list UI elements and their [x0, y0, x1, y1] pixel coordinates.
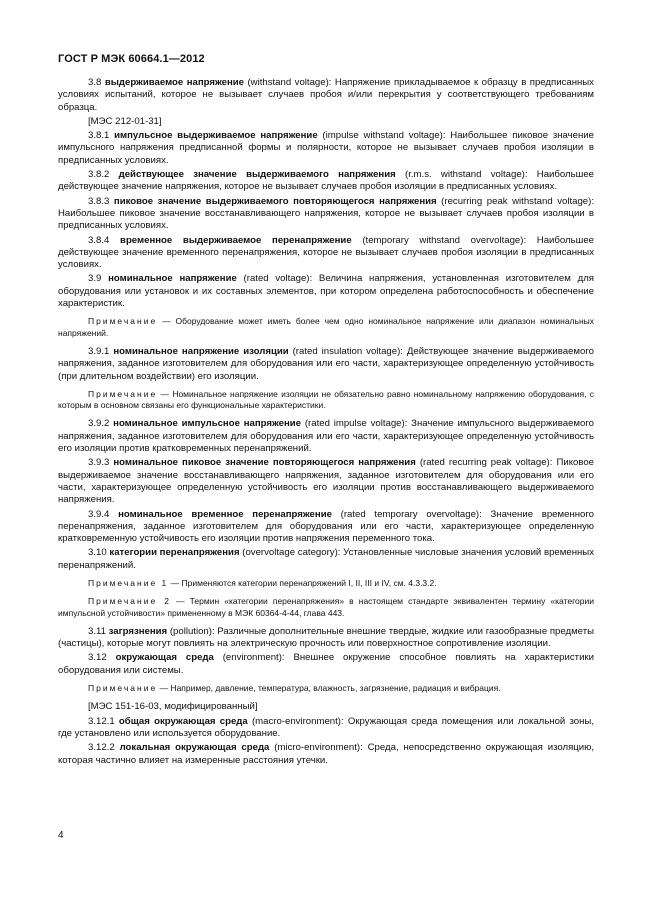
note-text: — Например, давление, температура, влажность, загрязнение, радиация и вибрация. [157, 683, 501, 694]
definition-text: (rated insulation voltage): Действующее значение выдерживаемого напряжения, заданное изготовителем для оборудования или его части, характеризующее определенную устойчивость (при длительном воздействии) его изоляции. [58, 345, 594, 382]
definition-text: (rated temporary overvoltage): Значение временного перенапряжения, заданное изготовителем для оборудования или его части, характеризующее определенную кратковременную устойчивость его изоляции против напряжения переменного тока. [58, 508, 594, 545]
note [58, 316, 594, 339]
reference: [МЭС 151-16-03, модифицированный] [88, 701, 258, 713]
note-text: — Термин «категории перенапряжения» в настоящем стандарте эквивалентен термину «категории импульсной устойчивости» примененному в МЭК 60364-4-44, глава 443. [58, 596, 594, 618]
note-label: Примечание 2 [88, 596, 172, 607]
note-text: — Номинальное напряжение изоляции не обязательно равно номинальному напряжению оборудования, с которым в основном связаны его функциональные характеристики. [58, 388, 594, 411]
note [58, 578, 594, 589]
definition-text: (recurring peak withstand voltage): Наибольшее пиковое значение восстанавливающего напряжения, которое не вызывает случаев пробоя изоляции в предписанных условиях. [58, 195, 595, 232]
definition-text: (withstand voltage): Напряжение прикладываемое к образцу в предписанных условиях испытаний, которое не вызывает случаев пробоя и/или перекрытия у соответствующего требованиям образца. [58, 77, 594, 113]
definition-text: (temporary withstand overvoltage): Наибольшее действующее значение временного перенапряжения, которое не вызывает случаев пробоя изоляции в предписанных условиях. [58, 234, 594, 271]
clause-number: 3.11 [88, 625, 106, 637]
definition-paragraph [58, 509, 594, 546]
clause-number: 3.9.2 [88, 418, 110, 430]
definition-paragraph [58, 196, 594, 233]
definition-text: (rated voltage): Величина напряжения, установленная изготовителем для оборудования или установок и их составных элементов, при котором определена работоспособность и обеспечение характеристик. [58, 273, 594, 310]
term: категории перенапряжения [109, 547, 240, 559]
term: загрязнения [108, 625, 168, 637]
definition-text: (rated impulse voltage): Значение импульсного выдерживаемого напряжения, заданное изготовителем для оборудования или его части, характеризующее определенную устойчивость его изоляции против кратковременных перенапряжений. [58, 418, 594, 455]
definition-text: (environment): Внешнее окружение способное повлиять на характеристики оборудования или системы. [58, 652, 594, 676]
definition-paragraph [58, 169, 594, 194]
clause-number: 3.8 [88, 77, 102, 88]
term: окружающая среда [115, 652, 214, 664]
term: действующее значение выдерживаемого напряжения [118, 169, 396, 181]
definition-text: (r.m.s. withstand voltage): Наибольшее действующее значение напряжения, которое не вызывает случаев пробоя изоляции в предписанных условиях. [58, 169, 594, 193]
document-body [58, 77, 594, 769]
clause-number: 3.12.1 [88, 715, 115, 727]
note [58, 596, 594, 619]
note-label: Примечание [88, 683, 158, 694]
term: номинальное пиковое значение повторяющегося напряжения [113, 457, 416, 469]
definition-text: (pollution): Различные дополнительные внешние твердые, жидкие или газообразные предметы (частицы), которые могут повлиять на электрическую прочность или поверхностное сопротивление изоляции. [58, 625, 594, 650]
clause-number: 3.9 [88, 273, 102, 285]
clause-number: 3.9.1 [88, 345, 110, 357]
clause-number: 3.10 [88, 547, 107, 559]
term: пиковое значение выдерживаемого повторяющегося напряжения [113, 195, 437, 207]
term: временное выдерживаемое перенапряжение [120, 234, 352, 246]
clause-number: 3.12.2 [88, 742, 115, 754]
clause-number: 3.8.2 [88, 169, 110, 181]
term: импульсное выдерживаемое напряжение [114, 130, 318, 142]
clause-number: 3.8.1 [88, 130, 110, 142]
definition-paragraph [58, 77, 594, 114]
definition-paragraph [58, 457, 594, 506]
document-header: ГОСТ Р МЭК 60664.1—2012 [58, 53, 205, 65]
definition-paragraph [58, 273, 594, 310]
note [58, 683, 594, 694]
reference: [МЭС 212-01-31] [88, 115, 162, 127]
term: общая окружающая среда [118, 715, 248, 727]
definition-paragraph [58, 418, 594, 455]
term: номинальное импульсное напряжение [113, 418, 302, 430]
definition-text: (micro-environment): Среда, непосредственно окружающая изоляцию, которая частично влияет на измеренные расстояния утечки. [58, 742, 594, 766]
definition-paragraph [58, 626, 594, 651]
note-text: — Оборудование может иметь более чем одно номинальное напряжение или диапазон номинальных напряжений. [58, 316, 594, 338]
definition-paragraph [58, 742, 594, 767]
term: номинальное временное перенапряжение [118, 508, 332, 520]
note-text: — Применяются категории перенапряжений I, II, III и IV, см. 4.3.3.2. [168, 577, 437, 588]
definition-text: (macro-environment): Окружающая среда помещения или локальной зоны, где установлено или используется оборудование. [58, 715, 594, 739]
definition-text: (overvoltage category): Установленные числовые значения условий временных перенапряжений. [58, 547, 594, 571]
term: выдерживаемое напряжение [104, 77, 244, 88]
page-number: 4 [58, 830, 64, 841]
definition-paragraph [58, 652, 594, 677]
definition-paragraph [58, 235, 594, 272]
clause-number: 3.9.4 [88, 508, 110, 520]
note-label: Примечание [88, 388, 158, 399]
term: номинальное напряжение изоляции [113, 345, 289, 357]
note-label: Примечание 1 [88, 577, 169, 588]
definition-text: (impulse withstand voltage): Наибольшее пиковое значение импульсного напряжения предписанной формы и полярности, которое не вызывает случаев пробоя изоляции в предписанных условиях. [58, 130, 595, 166]
note [58, 389, 594, 412]
definition-text: (rated recurring peak voltage): Пиковое выдерживаемое значение восстанавливающего напряжения, заданное изготовителем для оборудования или его части, характеризующее определенную устойчивость его изоляции против восстанавливающего выдерживаемого напряжения. [58, 457, 595, 506]
definition-paragraph [58, 716, 594, 741]
definition-paragraph [58, 547, 594, 572]
term: номинальное напряжение [108, 273, 237, 285]
note-label: Примечание [88, 316, 158, 327]
clause-number: 3.12 [88, 652, 107, 664]
definition-paragraph [58, 130, 594, 167]
clause-number: 3.8.3 [88, 195, 110, 207]
term: локальная окружающая среда [119, 742, 270, 754]
definition-paragraph [58, 346, 594, 383]
clause-number: 3.9.3 [88, 457, 110, 469]
clause-number: 3.8.4 [88, 234, 110, 246]
